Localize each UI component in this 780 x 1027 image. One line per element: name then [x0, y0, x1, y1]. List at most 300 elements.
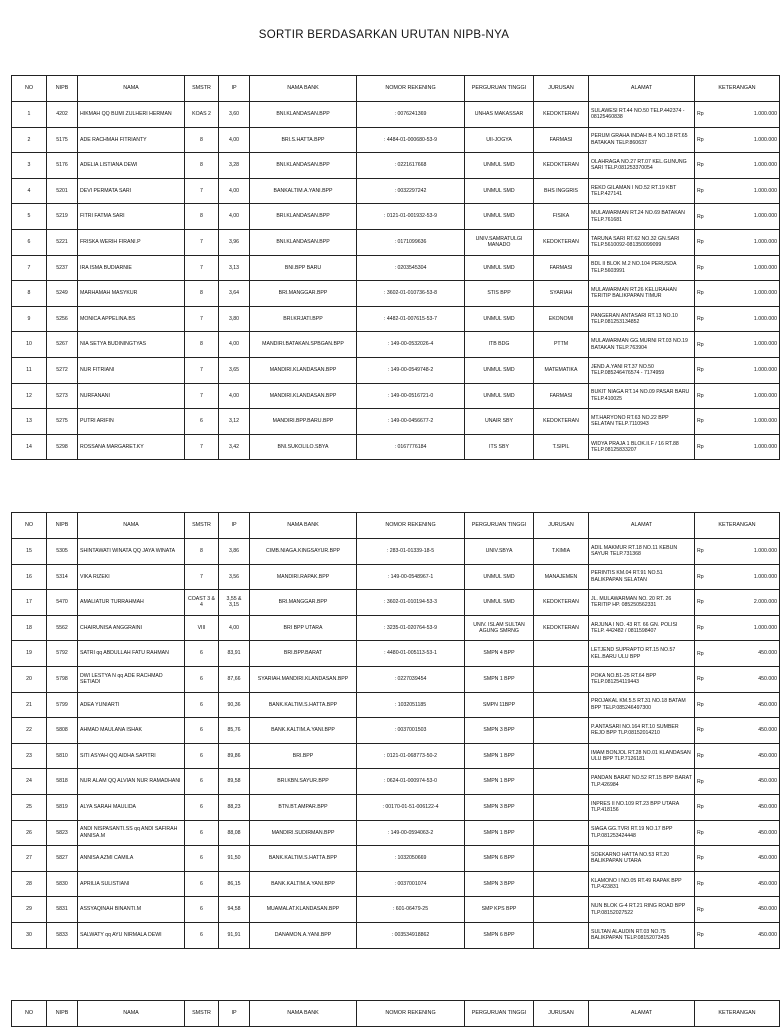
- row-ip: 88,23: [219, 794, 250, 820]
- row-no: 24: [12, 769, 47, 795]
- row-jurusan: [534, 666, 589, 692]
- row-nama: NUR ALAM QQ ALVIAN NUR RAMADHANI: [78, 769, 185, 795]
- row-alamat: IMAM BONJOL RT.28 NO.01 KLANDASAN ULU BPP TLP.7126181: [589, 743, 695, 769]
- table-row: [12, 357, 780, 383]
- row-perguruan-tinggi: UNIV. ISLAM SULTAN AGUNG SMRNG: [465, 615, 534, 641]
- row-keterangan: [695, 153, 780, 179]
- col-nipb-header: NIPB: [47, 513, 78, 539]
- row-jurusan: [534, 922, 589, 948]
- table-row: [12, 769, 780, 795]
- row-rekening: : 0171099636: [357, 229, 465, 255]
- row-smstr: 6: [185, 846, 219, 872]
- row-nama: ANDI NISPASANTI.SS qq ANDI SAFIRAH ANNISA.M: [78, 820, 185, 846]
- row-rekening: : 0037001503: [357, 718, 465, 744]
- row-ip: 3,60: [219, 102, 250, 128]
- row-no: 20: [12, 666, 47, 692]
- row-bank: MANDIRI.SUDIRMAN.BPP: [250, 820, 357, 846]
- row-no: 22: [12, 718, 47, 744]
- row-jurusan: T.SIPIL: [534, 434, 589, 460]
- col-no-header: NO: [12, 1001, 47, 1027]
- amount-value: 450.000: [758, 880, 777, 887]
- row-jurusan: [534, 769, 589, 795]
- table-row: [12, 794, 780, 820]
- currency-label: Rp: [697, 548, 704, 555]
- table-row: [12, 383, 780, 409]
- row-nama: ASSYAQINAH BINANTI.M: [78, 897, 185, 923]
- row-perguruan-tinggi: UNMUL SMD: [465, 255, 534, 281]
- row-rekening: : 4480-01-005113-53-1: [357, 641, 465, 667]
- row-alamat: LETJEND SUPRAPTO RT.15 NO.57 KEL.BARU ULU BPP: [589, 641, 695, 667]
- currency-label: Rp: [697, 676, 704, 683]
- row-rekening: : 003534918862: [357, 922, 465, 948]
- row-alamat: P.ANTASARI NO.164 RT.10 SUMBER REJO BPP TLP.08152014210: [589, 718, 695, 744]
- currency-label: Rp: [697, 650, 704, 657]
- row-bank: BRI.MANGGAR.BPP: [250, 281, 357, 307]
- amount-value: 1.000.000: [753, 366, 777, 373]
- row-smstr: KOAS 2: [185, 102, 219, 128]
- table-row: [12, 897, 780, 923]
- row-smstr: 7: [185, 178, 219, 204]
- row-ip: 87,66: [219, 666, 250, 692]
- row-jurusan: T.KIMIA: [534, 539, 589, 565]
- col-smstr-header: SMSTR: [185, 76, 219, 102]
- row-ip: 3,56: [219, 564, 250, 590]
- row-nipb: 5175: [47, 127, 78, 153]
- row-rekening: : 149-00-0456677-2: [357, 409, 465, 435]
- amount-value: 450.000: [758, 906, 777, 913]
- row-alamat: INPRES II NO.109 RT.23 BPP UTARA TLP.418156: [589, 794, 695, 820]
- row-smstr: 7: [185, 564, 219, 590]
- table-row: [12, 615, 780, 641]
- row-smstr: 7: [185, 383, 219, 409]
- table-row: [12, 820, 780, 846]
- row-bank: BRI.MANGGAR.BPP: [250, 590, 357, 616]
- row-bank: BANK.KALTIM.S.HATTA.BPP: [250, 846, 357, 872]
- col-rekening-header: NOMOR REKENING: [357, 76, 465, 102]
- row-bank: BANKALTIM.A.YANI.BPP: [250, 178, 357, 204]
- amount-value: 450.000: [758, 676, 777, 683]
- col-no-header: NO: [12, 513, 47, 539]
- row-nama: ADEA YUNIARTI: [78, 692, 185, 718]
- currency-label: Rp: [697, 239, 704, 246]
- col-jurusan-header: JURUSAN: [534, 513, 589, 539]
- amount-value: 450.000: [758, 803, 777, 810]
- row-keterangan: [695, 641, 780, 667]
- row-no: 13: [12, 409, 47, 435]
- row-ip: 91,91: [219, 922, 250, 948]
- row-no: 21: [12, 692, 47, 718]
- row-nama: SATRI qq ABDULLAH FATU RAHMAN: [78, 641, 185, 667]
- row-bank: BANK.KALTIM.A.YANI.BPP: [250, 871, 357, 897]
- row-jurusan: [534, 846, 589, 872]
- row-bank: BNI.SUKOLILO.SBYA: [250, 434, 357, 460]
- row-ip: 86,15: [219, 871, 250, 897]
- row-keterangan: [695, 281, 780, 307]
- row-perguruan-tinggi: UNIV.SBYA: [465, 539, 534, 565]
- row-nipb: 5819: [47, 794, 78, 820]
- row-nipb: 5830: [47, 871, 78, 897]
- row-nipb: 5272: [47, 357, 78, 383]
- amount-value: 1.000.000: [753, 341, 777, 348]
- row-nama: DEVI PERMATA SARI: [78, 178, 185, 204]
- row-ip: 4,00: [219, 383, 250, 409]
- row-rekening: : 149-00-0532026-4: [357, 332, 465, 358]
- currency-label: Rp: [697, 778, 704, 785]
- currency-label: Rp: [697, 187, 704, 194]
- row-rekening: : 1032050669: [357, 846, 465, 872]
- table-row: [12, 666, 780, 692]
- row-nipb: 5792: [47, 641, 78, 667]
- row-nama: CHAIRUNISA ANGGRAINI: [78, 615, 185, 641]
- amount-value: 1.000.000: [753, 264, 777, 271]
- row-perguruan-tinggi: SMPN 3 BPP: [465, 794, 534, 820]
- row-keterangan: [695, 127, 780, 153]
- row-keterangan: [695, 794, 780, 820]
- row-perguruan-tinggi: UNMUL SMD: [465, 204, 534, 230]
- row-ip: 89,58: [219, 769, 250, 795]
- row-nama: NUR FITRIANI: [78, 357, 185, 383]
- row-perguruan-tinggi: UNIV.SAMRATULGI MANADO: [465, 229, 534, 255]
- row-keterangan: [695, 229, 780, 255]
- row-keterangan: [695, 666, 780, 692]
- row-jurusan: KEDOKTERAN: [534, 102, 589, 128]
- table-row: [12, 102, 780, 128]
- col-pt-header: PERGURUAN TINGGI: [465, 76, 534, 102]
- row-rekening: : 0167776184: [357, 434, 465, 460]
- amount-value: 450.000: [758, 752, 777, 759]
- table-row: [12, 229, 780, 255]
- row-nama: NIA SETYA BUDININGTYAS: [78, 332, 185, 358]
- row-perguruan-tinggi: UNMUL SMD: [465, 590, 534, 616]
- row-ip: 3,28: [219, 153, 250, 179]
- row-keterangan: [695, 409, 780, 435]
- page-title: SORTIR BERDASARKAN URUTAN NIPB-NYA: [258, 29, 510, 41]
- col-alamat-header: ALAMAT: [589, 1001, 695, 1027]
- row-nipb: 5305: [47, 539, 78, 565]
- row-smstr: 6: [185, 641, 219, 667]
- table-row: [12, 692, 780, 718]
- row-no: 30: [12, 922, 47, 948]
- row-alamat: SOEKARNO HATTA NO.53 RT.20 BALIKPAPAN UTARA: [589, 846, 695, 872]
- row-perguruan-tinggi: UNMUL SMD: [465, 383, 534, 409]
- row-perguruan-tinggi: ITS SBY: [465, 434, 534, 460]
- row-no: 2: [12, 127, 47, 153]
- row-nama: FRISKA WERIH FIRANI.P: [78, 229, 185, 255]
- row-alamat: ADIL MAKMUR RT.18 NO.11 KEBUN SAYUR TELP.731368: [589, 539, 695, 565]
- currency-label: Rp: [697, 931, 704, 938]
- amount-value: 1.000.000: [753, 187, 777, 194]
- row-nipb: 5298: [47, 434, 78, 460]
- row-keterangan: [695, 897, 780, 923]
- row-rekening: : 1032051185: [357, 692, 465, 718]
- row-perguruan-tinggi: SMPN 3 BPP: [465, 718, 534, 744]
- row-alamat: JEND.A.YANI RT.37 NO.50 TELP.085246476574 - 7174959: [589, 357, 695, 383]
- row-nipb: 5818: [47, 769, 78, 795]
- row-no: 27: [12, 846, 47, 872]
- currency-label: Rp: [697, 392, 704, 399]
- row-perguruan-tinggi: SMPN 1 BPP: [465, 820, 534, 846]
- table-row: [12, 178, 780, 204]
- currency-label: Rp: [697, 443, 704, 450]
- row-no: 16: [12, 564, 47, 590]
- row-jurusan: MATEMATIKA: [534, 357, 589, 383]
- row-perguruan-tinggi: STIS BPP: [465, 281, 534, 307]
- amount-value: 450.000: [758, 855, 777, 862]
- row-jurusan: KEDOKTERAN: [534, 229, 589, 255]
- table-row: [12, 564, 780, 590]
- row-no: 18: [12, 615, 47, 641]
- amount-value: 450.000: [758, 727, 777, 734]
- col-ip-header: IP: [219, 1001, 250, 1027]
- row-keterangan: [695, 769, 780, 795]
- row-no: 14: [12, 434, 47, 460]
- data-table-1: [11, 75, 780, 460]
- row-nipb: 5219: [47, 204, 78, 230]
- currency-label: Rp: [697, 264, 704, 271]
- col-bank-header: NAMA BANK: [250, 1001, 357, 1027]
- row-nipb: 5833: [47, 922, 78, 948]
- row-rekening: : 0121-01-068773-50-2: [357, 743, 465, 769]
- col-alamat-header: ALAMAT: [589, 513, 695, 539]
- currency-label: Rp: [697, 906, 704, 913]
- amount-value: 1.000.000: [753, 162, 777, 169]
- row-ip: 94,58: [219, 897, 250, 923]
- row-nipb: 5314: [47, 564, 78, 590]
- col-nipb-header: NIPB: [47, 1001, 78, 1027]
- row-ip: 85,76: [219, 718, 250, 744]
- row-jurusan: PTTM: [534, 332, 589, 358]
- row-perguruan-tinggi: SMPN 1 BPP: [465, 769, 534, 795]
- row-nipb: 5831: [47, 897, 78, 923]
- table-row: [12, 434, 780, 460]
- header-row: [12, 513, 780, 539]
- row-bank: BANK.KALTIM.S.HATTA.BPP: [250, 692, 357, 718]
- row-jurusan: [534, 718, 589, 744]
- row-alamat: PANGERAN ANTASARI RT.13 NO.10 TELP.081253134852: [589, 306, 695, 332]
- row-alamat: MULAWARMAN RT.24 NO.69 BATAKAN TELP.761681: [589, 204, 695, 230]
- row-jurusan: [534, 794, 589, 820]
- row-nama: HIKMAH QQ BUMI ZULHERI HERMAN: [78, 102, 185, 128]
- row-smstr: 6: [185, 666, 219, 692]
- row-rekening: : 0076241369: [357, 102, 465, 128]
- col-pt-header: PERGURUAN TINGGI: [465, 1001, 534, 1027]
- row-ip: 3,86: [219, 539, 250, 565]
- col-nama-header: NAMA: [78, 1001, 185, 1027]
- row-rekening: : 00170-01-51-006122-4: [357, 794, 465, 820]
- row-keterangan: [695, 434, 780, 460]
- row-jurusan: FARMASI: [534, 383, 589, 409]
- col-alamat-header: ALAMAT: [589, 76, 695, 102]
- row-ip: 3,80: [219, 306, 250, 332]
- row-smstr: 7: [185, 229, 219, 255]
- table-row: [12, 846, 780, 872]
- row-no: 25: [12, 794, 47, 820]
- row-perguruan-tinggi: UNMUL SMD: [465, 178, 534, 204]
- row-bank: BNI.KLANDASAN.BPP: [250, 153, 357, 179]
- row-jurusan: FARMASI: [534, 255, 589, 281]
- col-bank-header: NAMA BANK: [250, 513, 357, 539]
- amount-value: 2.000.000: [753, 599, 777, 606]
- row-nama: SHINTAWATI WINATA QQ JAYA WINATA: [78, 539, 185, 565]
- row-bank: MANDIRI.BPP.BARU.BPP: [250, 409, 357, 435]
- row-no: 7: [12, 255, 47, 281]
- row-alamat: BUKIT NIAGA RT.14 NO.09 PASAR BARU TELP.410025: [589, 383, 695, 409]
- row-no: 19: [12, 641, 47, 667]
- row-bank: BRI.KBN.SAYUR.BPP: [250, 769, 357, 795]
- amount-value: 1.000.000: [753, 573, 777, 580]
- amount-value: 450.000: [758, 650, 777, 657]
- data-table-3: [11, 1000, 780, 1027]
- row-smstr: 8: [185, 153, 219, 179]
- col-pt-header: PERGURUAN TINGGI: [465, 513, 534, 539]
- currency-label: Rp: [697, 136, 704, 143]
- row-keterangan: [695, 743, 780, 769]
- row-rekening: : 0121-01-001932-53-9: [357, 204, 465, 230]
- row-keterangan: [695, 102, 780, 128]
- row-smstr: 6: [185, 897, 219, 923]
- row-perguruan-tinggi: SMPN 1 BPP: [465, 666, 534, 692]
- row-perguruan-tinggi: SMPN 1 BPP: [465, 743, 534, 769]
- row-perguruan-tinggi: UII-JOGYA: [465, 127, 534, 153]
- row-smstr: 6: [185, 718, 219, 744]
- row-smstr: 8: [185, 281, 219, 307]
- row-no: 28: [12, 871, 47, 897]
- row-nama: ADELIA LISTIANA DEWI: [78, 153, 185, 179]
- col-rekening-header: NOMOR REKENING: [357, 513, 465, 539]
- row-perguruan-tinggi: UNMUL SMD: [465, 153, 534, 179]
- row-bank: BRI.BPP.BARAT: [250, 641, 357, 667]
- row-bank: BRI.KLANDASAN.BPP: [250, 204, 357, 230]
- row-nipb: 5256: [47, 306, 78, 332]
- row-smstr: 8: [185, 332, 219, 358]
- row-jurusan: EKONOMI: [534, 306, 589, 332]
- row-ip: 88,08: [219, 820, 250, 846]
- row-jurusan: [534, 692, 589, 718]
- row-alamat: PANDAN BARAT NO.52 RT.15 BPP BARAT TLP.426984: [589, 769, 695, 795]
- row-alamat: SULTAN ALAUDIN RT.03 NO.75 BALIKPAPAN TELP.08152073435: [589, 922, 695, 948]
- data-table-2: [11, 512, 780, 949]
- row-jurusan: [534, 641, 589, 667]
- col-no-header: NO: [12, 76, 47, 102]
- row-bank: BNI.KLANDASAN.BPP: [250, 102, 357, 128]
- table-row: [12, 153, 780, 179]
- row-ip: 4,00: [219, 332, 250, 358]
- row-jurusan: [534, 743, 589, 769]
- row-nama: AHMAD MAULANA ISHAK: [78, 718, 185, 744]
- table-row: [12, 590, 780, 616]
- currency-label: Rp: [697, 829, 704, 836]
- row-nipb: 5249: [47, 281, 78, 307]
- table-row: [12, 255, 780, 281]
- row-keterangan: [695, 178, 780, 204]
- row-alamat: KLAMONO I NO.05 RT.49 RAPAK BPP TLP.423831: [589, 871, 695, 897]
- row-smstr: 7: [185, 357, 219, 383]
- row-no: 29: [12, 897, 47, 923]
- row-perguruan-tinggi: UNHAS MAKASSAR: [465, 102, 534, 128]
- row-perguruan-tinggi: SMPN 3 BPP: [465, 871, 534, 897]
- row-ip: 3,65: [219, 357, 250, 383]
- currency-label: Rp: [697, 213, 704, 220]
- row-ip: 4,00: [219, 178, 250, 204]
- table-row: [12, 922, 780, 948]
- row-bank: MANDIRI.RAPAK.BPP: [250, 564, 357, 590]
- row-nama: AMALIATUR TURRAHMAH: [78, 590, 185, 616]
- row-rekening: : 0037001074: [357, 871, 465, 897]
- row-ip: 83,91: [219, 641, 250, 667]
- row-alamat: NUN BLOK G-4 RT.21 RING ROAD BPP TLP.08152027522: [589, 897, 695, 923]
- row-nama: SALWATY qq AYU NIRMALA DEWI: [78, 922, 185, 948]
- row-alamat: PERUM GRAHA INDAH B.4 NO.18 RT.65 BATAKAN TELP.860637: [589, 127, 695, 153]
- row-keterangan: [695, 871, 780, 897]
- row-keterangan: [695, 564, 780, 590]
- currency-label: Rp: [697, 624, 704, 631]
- row-perguruan-tinggi: SMPN 4 BPP: [465, 641, 534, 667]
- row-nama: MARHAMAH MASYKUR: [78, 281, 185, 307]
- row-no: 3: [12, 153, 47, 179]
- table-row: [12, 539, 780, 565]
- row-bank: MANDIRI.KLANDASAN.BPP: [250, 383, 357, 409]
- row-nama: APRILIA SULISTIANI: [78, 871, 185, 897]
- row-bank: MUAMALAT.KLANDASAN.BPP: [250, 897, 357, 923]
- row-nipb: 4202: [47, 102, 78, 128]
- row-keterangan: [695, 590, 780, 616]
- table-row: [12, 718, 780, 744]
- row-perguruan-tinggi: UNAIR SBY: [465, 409, 534, 435]
- row-jurusan: KEDOKTERAN: [534, 153, 589, 179]
- row-nama: DWI LESTYA N qq ADE RACHMAD SETIADI: [78, 666, 185, 692]
- row-alamat: TARUNA SARI RT.62 NO.32 GN.SARI TELP.5610092-081350099099: [589, 229, 695, 255]
- amount-value: 1.000.000: [753, 290, 777, 297]
- row-nipb: 5823: [47, 820, 78, 846]
- col-keterangan-header: KETERANGAN: [695, 76, 780, 102]
- row-alamat: BDL II BLOK M.2 NO.104 PERUSDA TELP.5603991: [589, 255, 695, 281]
- row-bank: SYARIAH.MANDIRI.KLANDASAN.BPP: [250, 666, 357, 692]
- col-nama-header: NAMA: [78, 76, 185, 102]
- row-smstr: 6: [185, 922, 219, 948]
- row-no: 1: [12, 102, 47, 128]
- row-jurusan: KEDOKTERAN: [534, 409, 589, 435]
- row-alamat: WIDYA PRAJA 1 BLOK.II.F / 16 RT.88 TELP.08125833207: [589, 434, 695, 460]
- row-bank: BRI.KRJATI.BPP: [250, 306, 357, 332]
- row-no: 10: [12, 332, 47, 358]
- row-smstr: 6: [185, 871, 219, 897]
- currency-label: Rp: [697, 752, 704, 759]
- row-no: 15: [12, 539, 47, 565]
- row-smstr: 8: [185, 539, 219, 565]
- row-nama: PUTRI ARIFIN: [78, 409, 185, 435]
- row-ip: 3,13: [219, 255, 250, 281]
- row-alamat: ARJUNA I NO. 43 RT. 66 GN. POLISI TELP. 442482 / 0811598407: [589, 615, 695, 641]
- col-keterangan-header: KETERANGAN: [695, 513, 780, 539]
- row-keterangan: [695, 306, 780, 332]
- row-alamat: PERINTIS KM.04 RT.91 NO.51 BALIKPAPAN SELATAN: [589, 564, 695, 590]
- currency-label: Rp: [697, 366, 704, 373]
- row-nipb: 5798: [47, 666, 78, 692]
- row-rekening: : 4482-01-007615-53-7: [357, 306, 465, 332]
- row-no: 23: [12, 743, 47, 769]
- col-ip-header: IP: [219, 76, 250, 102]
- row-nama: ALYA SARAH MAULIDA: [78, 794, 185, 820]
- currency-label: Rp: [697, 727, 704, 734]
- row-ip: 3,12: [219, 409, 250, 435]
- row-smstr: 7: [185, 306, 219, 332]
- amount-value: 1.000.000: [753, 443, 777, 450]
- row-nipb: 5470: [47, 590, 78, 616]
- row-jurusan: FARMASI: [534, 127, 589, 153]
- row-smstr: 6: [185, 692, 219, 718]
- row-rekening: : 0227039454: [357, 666, 465, 692]
- amount-value: 1.000.000: [753, 418, 777, 425]
